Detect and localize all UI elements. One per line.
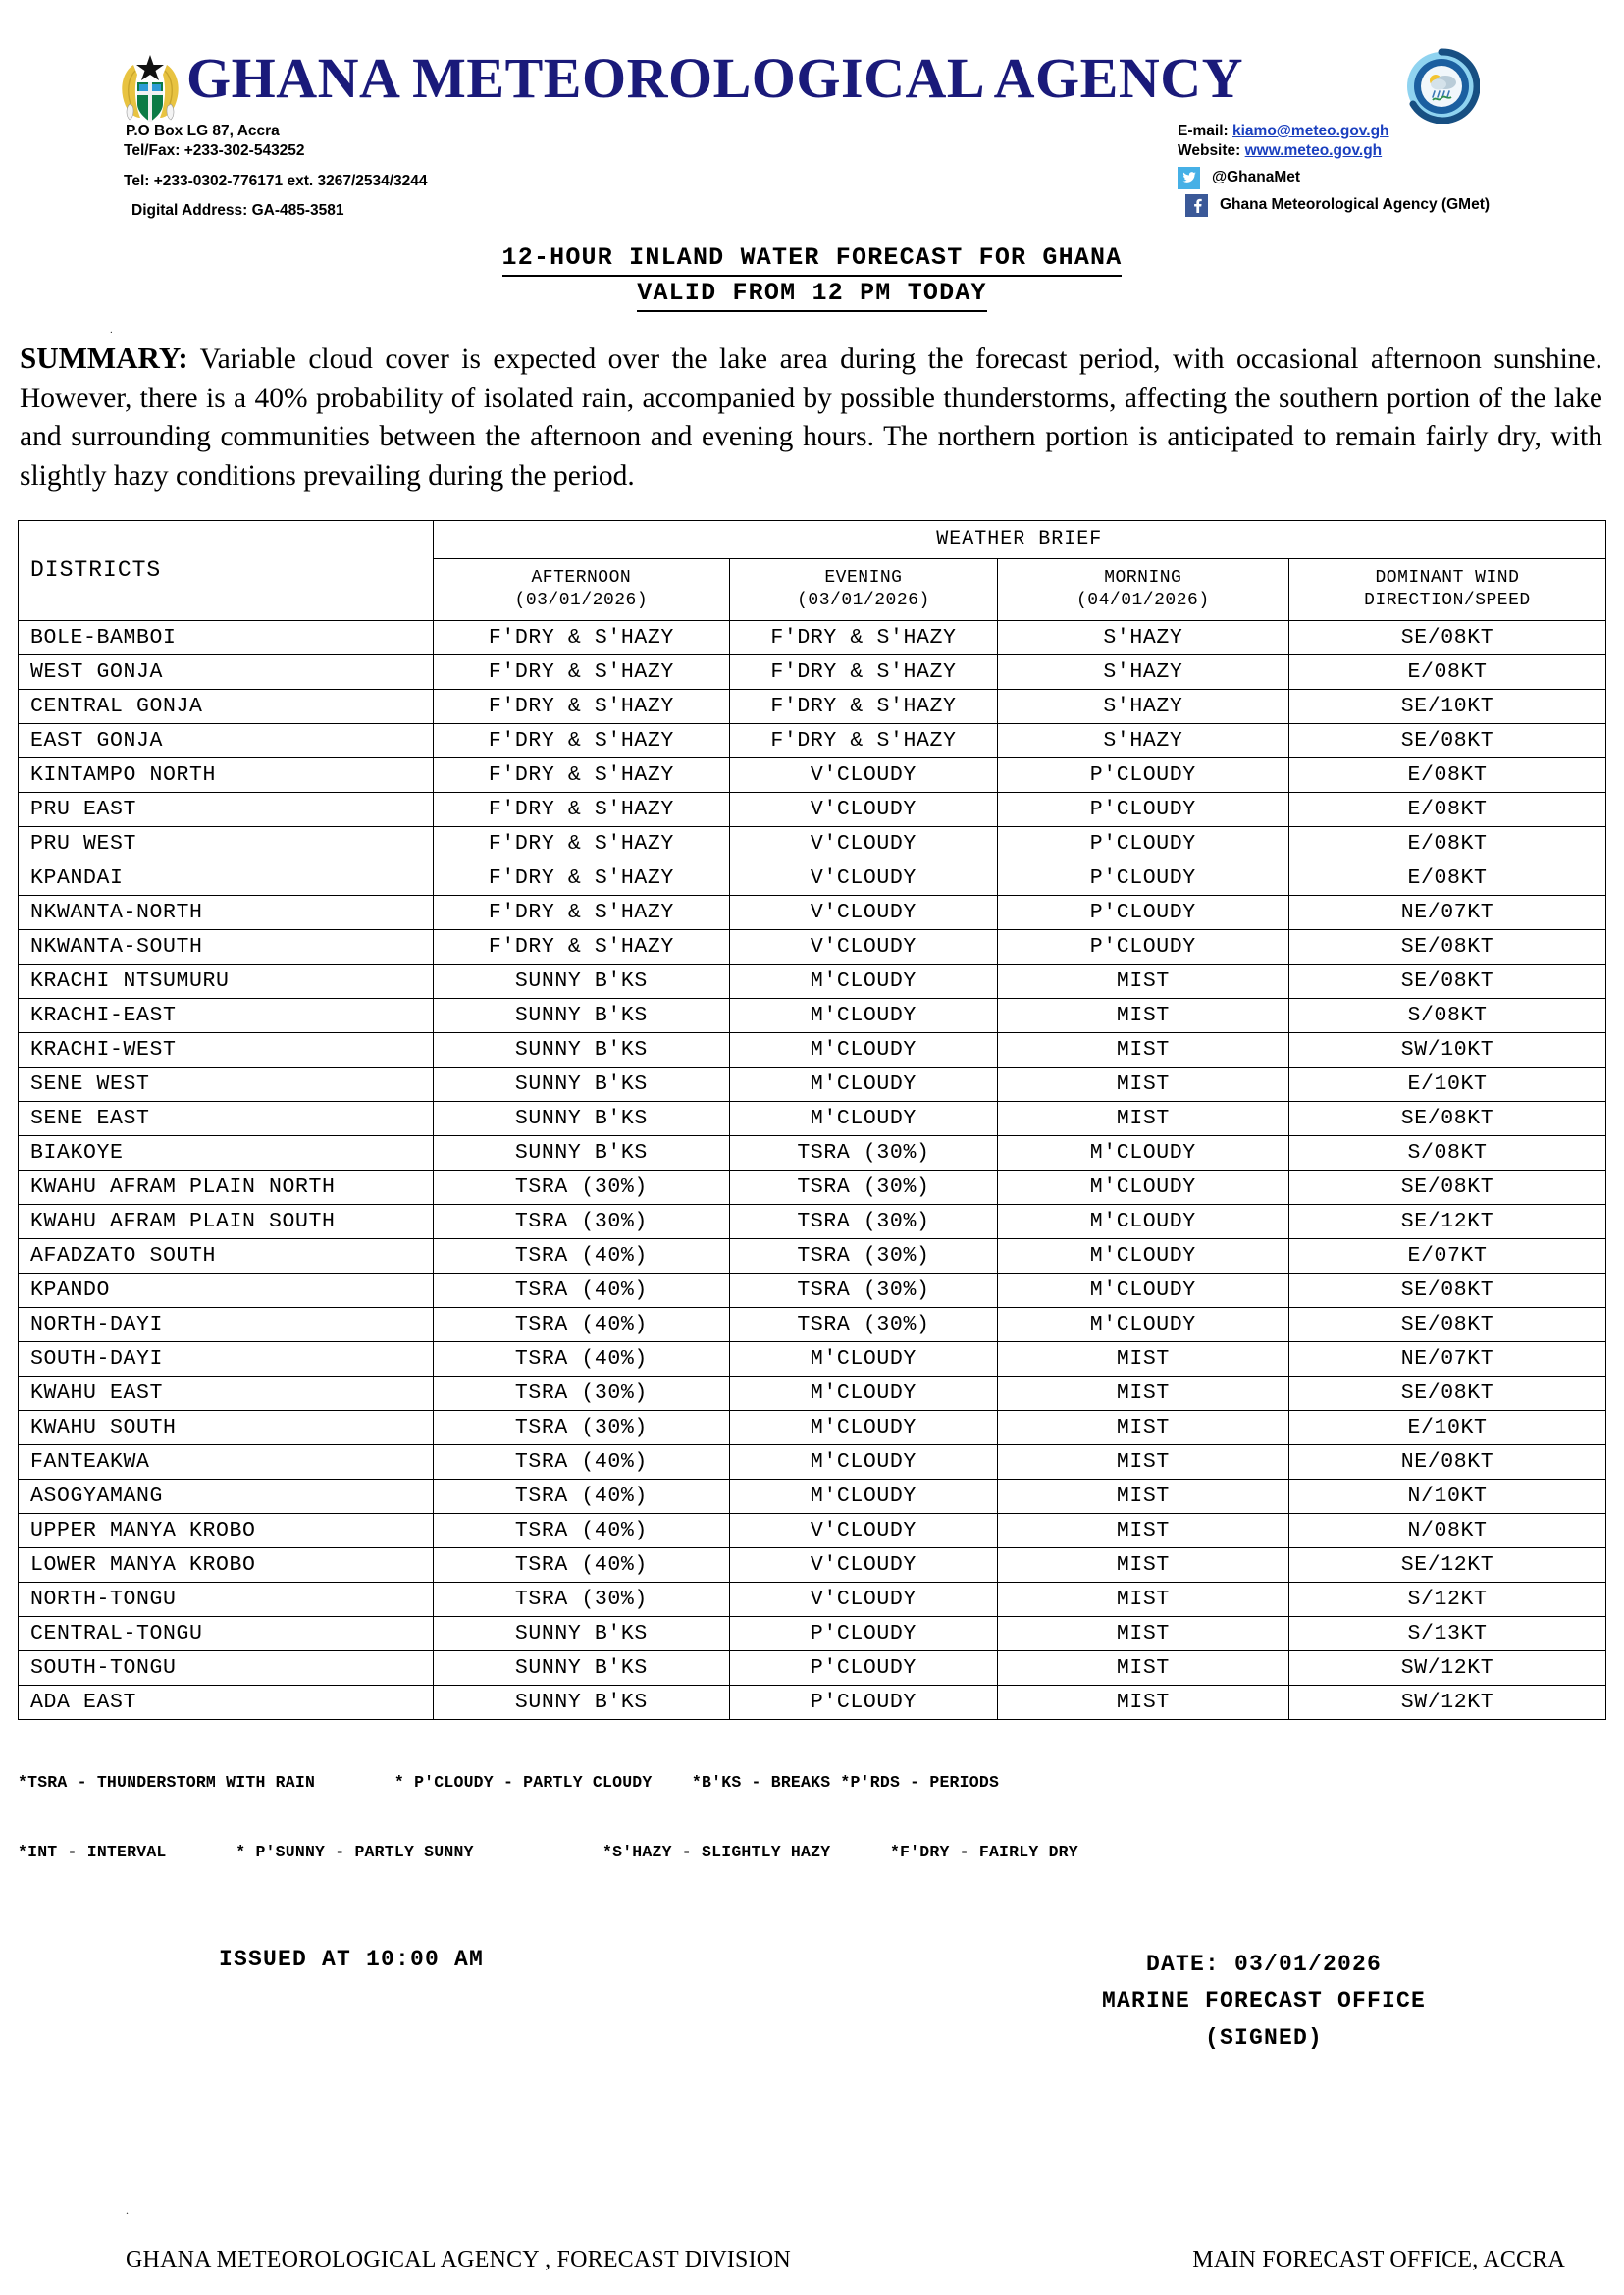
cell-morning: S'HAZY (997, 620, 1288, 654)
cell-district: BIAKOYE (19, 1135, 434, 1170)
cell-district: KWAHU EAST (19, 1376, 434, 1410)
table-row (19, 1067, 1606, 1101)
cell-afternoon: TSRA (40%) (433, 1547, 730, 1582)
cell-morning: MIST (997, 1616, 1288, 1650)
cell-morning: M'CLOUDY (997, 1273, 1288, 1307)
cell-morning: P'CLOUDY (997, 861, 1288, 895)
cell-afternoon: F'DRY & S'HAZY (433, 654, 730, 689)
issued-at-text: ISSUED AT 10:00 AM (219, 1947, 485, 1973)
table-row (19, 998, 1606, 1032)
cell-afternoon: SUNNY B'KS (433, 1616, 730, 1650)
ghana-coat-of-arms-icon (116, 49, 184, 126)
cell-morning: S'HAZY (997, 654, 1288, 689)
gmet-seal-logo-icon (1403, 47, 1480, 124)
cell-evening: V'CLOUDY (730, 1547, 998, 1582)
cell-evening: F'DRY & S'HAZY (730, 620, 998, 654)
organization-title: GHANA METEOROLOGICAL AGENCY (186, 46, 1243, 110)
signature-column (1058, 1947, 1470, 2057)
cell-evening: P'CLOUDY (730, 1685, 998, 1719)
email-line (1178, 122, 1490, 141)
cell-wind: SW/12KT (1288, 1685, 1605, 1719)
cell-morning: MIST (997, 1547, 1288, 1582)
cell-afternoon: TSRA (40%) (433, 1307, 730, 1341)
spacer (124, 190, 428, 201)
cell-morning: MIST (997, 1685, 1288, 1719)
cell-district: AFADZATO SOUTH (19, 1238, 434, 1273)
title-line-1: 12-HOUR INLAND WATER FORECAST FOR GHANA (502, 241, 1123, 277)
contact-details-right (1178, 122, 1490, 217)
cell-wind: SE/08KT (1288, 1376, 1605, 1410)
cell-wind: SW/12KT (1288, 1650, 1605, 1685)
cell-afternoon: F'DRY & S'HAZY (433, 929, 730, 964)
cell-wind: SE/08KT (1288, 620, 1605, 654)
cell-wind: NE/07KT (1288, 895, 1605, 929)
cell-wind: E/08KT (1288, 861, 1605, 895)
cell-morning: P'CLOUDY (997, 792, 1288, 826)
cell-district: SENE WEST (19, 1067, 434, 1101)
cell-morning: MIST (997, 1650, 1288, 1685)
cell-morning: M'CLOUDY (997, 1238, 1288, 1273)
cell-morning: P'CLOUDY (997, 757, 1288, 792)
table-row (19, 1376, 1606, 1410)
cell-district: NKWANTA-NORTH (19, 895, 434, 929)
cell-morning: MIST (997, 1513, 1288, 1547)
cell-district: SOUTH-DAYI (19, 1341, 434, 1376)
table-body (19, 620, 1606, 1719)
email-label: E-mail: (1178, 123, 1229, 139)
column-header-evening (730, 558, 998, 620)
cell-wind: E/07KT (1288, 1238, 1605, 1273)
cell-afternoon: TSRA (30%) (433, 1582, 730, 1616)
table-row (19, 826, 1606, 861)
table-row (19, 1444, 1606, 1479)
evening-date: (03/01/2026) (797, 590, 930, 610)
cell-district: SOUTH-TONGU (19, 1650, 434, 1685)
cell-afternoon: F'DRY & S'HAZY (433, 792, 730, 826)
cell-district: SENE EAST (19, 1101, 434, 1135)
contact-details-left (124, 122, 428, 221)
cell-afternoon: TSRA (40%) (433, 1513, 730, 1547)
cell-evening: V'CLOUDY (730, 861, 998, 895)
legend-line-2: *INT - INTERVAL * P'SUNNY - PARTLY SUNNY *S'HAZY - SLIGHTLY HAZY *F'DRY - FAIRLY DRY (18, 1843, 1078, 1862)
cell-district: KWAHU SOUTH (19, 1410, 434, 1444)
cell-district: BOLE-BAMBOI (19, 620, 434, 654)
stray-mark-bottom: . (126, 2203, 129, 2217)
cell-afternoon: TSRA (30%) (433, 1170, 730, 1204)
cell-wind: NE/07KT (1288, 1341, 1605, 1376)
cell-morning: M'CLOUDY (997, 1135, 1288, 1170)
cell-afternoon: F'DRY & S'HAZY (433, 620, 730, 654)
cell-district: KINTAMPO NORTH (19, 757, 434, 792)
cell-wind: N/08KT (1288, 1513, 1605, 1547)
cell-evening: F'DRY & S'HAZY (730, 654, 998, 689)
cell-afternoon: TSRA (30%) (433, 1376, 730, 1410)
cell-afternoon: SUNNY B'KS (433, 1032, 730, 1067)
cell-afternoon: F'DRY & S'HAZY (433, 826, 730, 861)
cell-district: WEST GONJA (19, 654, 434, 689)
cell-wind: N/10KT (1288, 1479, 1605, 1513)
weather-forecast-table (18, 520, 1606, 1720)
cell-afternoon: SUNNY B'KS (433, 964, 730, 998)
table-row (19, 1135, 1606, 1170)
cell-wind: SE/08KT (1288, 964, 1605, 998)
cell-district: KRACHI NTSUMURU (19, 964, 434, 998)
cell-wind: E/08KT (1288, 757, 1605, 792)
wind-label-line1: DOMINANT WIND (1375, 568, 1520, 589)
signed-marker: (SIGNED) (1204, 2024, 1324, 2051)
cell-wind: E/08KT (1288, 826, 1605, 861)
table-row (19, 1204, 1606, 1238)
cell-wind: SE/10KT (1288, 689, 1605, 723)
cell-afternoon: TSRA (40%) (433, 1238, 730, 1273)
cell-morning: MIST (997, 1067, 1288, 1101)
cell-evening: V'CLOUDY (730, 1513, 998, 1547)
table-row (19, 1101, 1606, 1135)
cell-morning: MIST (997, 1376, 1288, 1410)
cell-afternoon: TSRA (40%) (433, 1444, 730, 1479)
twitter-handle[interactable]: @GhanaMet (1212, 169, 1301, 186)
cell-evening: TSRA (30%) (730, 1238, 998, 1273)
cell-district: EAST GONJA (19, 723, 434, 757)
cell-morning: M'CLOUDY (997, 1204, 1288, 1238)
cell-wind: SE/12KT (1288, 1204, 1605, 1238)
cell-wind: S/08KT (1288, 1135, 1605, 1170)
summary-paragraph (18, 338, 1606, 496)
cell-evening: V'CLOUDY (730, 757, 998, 792)
issue-signature-block (18, 1947, 1606, 2094)
cell-evening: M'CLOUDY (730, 1032, 998, 1067)
cell-wind: SE/08KT (1288, 1273, 1605, 1307)
table-row (19, 1341, 1606, 1376)
digital-address-line: Digital Address: GA-485-3581 (131, 202, 344, 220)
cell-morning: S'HAZY (997, 689, 1288, 723)
facebook-row[interactable] (1185, 194, 1490, 217)
cell-evening: F'DRY & S'HAZY (730, 689, 998, 723)
table-row (19, 1513, 1606, 1547)
table-row (19, 1170, 1606, 1204)
cell-morning: P'CLOUDY (997, 895, 1288, 929)
spacer (124, 161, 428, 172)
cell-evening: V'CLOUDY (730, 1582, 998, 1616)
cell-district: KPANDAI (19, 861, 434, 895)
table-row (19, 1616, 1606, 1650)
cell-evening: M'CLOUDY (730, 1067, 998, 1101)
cell-afternoon: SUNNY B'KS (433, 1650, 730, 1685)
cell-afternoon: SUNNY B'KS (433, 1067, 730, 1101)
cell-afternoon: F'DRY & S'HAZY (433, 861, 730, 895)
summary-label: SUMMARY: (20, 340, 188, 375)
table-row (19, 723, 1606, 757)
cell-evening: M'CLOUDY (730, 1410, 998, 1444)
cell-district: ADA EAST (19, 1685, 434, 1719)
tel-fax-line: Tel/Fax: +233-302-543252 (124, 141, 305, 159)
website-link[interactable]: www.meteo.gov.gh (1244, 141, 1383, 159)
table-row (19, 929, 1606, 964)
cell-district: KWAHU AFRAM PLAIN NORTH (19, 1170, 434, 1204)
cell-wind: E/08KT (1288, 654, 1605, 689)
cell-morning: M'CLOUDY (997, 1170, 1288, 1204)
table-head (19, 520, 1606, 620)
table-row (19, 1032, 1606, 1067)
cell-district: KRACHI-WEST (19, 1032, 434, 1067)
footer-right-text: MAIN FORECAST OFFICE, ACCRA (1192, 2247, 1565, 2272)
po-box-line: P.O Box LG 87, Accra (126, 123, 280, 139)
column-header-dominant-wind (1288, 558, 1605, 620)
legend-line-1: *TSRA - THUNDERSTORM WITH RAIN * P'CLOUDY - PARTLY CLOUDY *B'KS - BREAKS *P'RDS - PERIODS (18, 1772, 1000, 1792)
cell-district: FANTEAKWA (19, 1444, 434, 1479)
cell-wind: SE/08KT (1288, 1307, 1605, 1341)
abbreviation-legend (18, 1724, 1606, 1911)
letterhead (18, 0, 1606, 116)
cell-afternoon: F'DRY & S'HAZY (433, 689, 730, 723)
afternoon-label: AFTERNOON (531, 568, 632, 589)
cell-morning: P'CLOUDY (997, 826, 1288, 861)
cell-district: PRU WEST (19, 826, 434, 861)
afternoon-date: (03/01/2026) (514, 590, 649, 610)
cell-afternoon: TSRA (40%) (433, 1479, 730, 1513)
cell-morning: MIST (997, 1444, 1288, 1479)
cell-evening: TSRA (30%) (730, 1273, 998, 1307)
cell-morning: MIST (997, 998, 1288, 1032)
morning-label: MORNING (1104, 568, 1182, 589)
cell-district: CENTRAL-TONGU (19, 1616, 434, 1650)
footer-left-text: GHANA METEOROLOGICAL AGENCY , FORECAST DIVISION (126, 2247, 791, 2272)
cell-morning: MIST (997, 1341, 1288, 1376)
cell-wind: SE/08KT (1288, 1101, 1605, 1135)
stray-mark: . (110, 324, 113, 336)
cell-wind: S/12KT (1288, 1582, 1605, 1616)
website-label: Website: (1178, 141, 1241, 159)
cell-evening: F'DRY & S'HAZY (730, 723, 998, 757)
cell-morning: P'CLOUDY (997, 929, 1288, 964)
cell-evening: V'CLOUDY (730, 792, 998, 826)
cell-afternoon: SUNNY B'KS (433, 1101, 730, 1135)
cell-afternoon: TSRA (30%) (433, 1410, 730, 1444)
cell-evening: V'CLOUDY (730, 826, 998, 861)
cell-district: PRU EAST (19, 792, 434, 826)
cell-district: KWAHU AFRAM PLAIN SOUTH (19, 1204, 434, 1238)
cell-wind: E/10KT (1288, 1410, 1605, 1444)
summary-text: Variable cloud cover is expected over the lake area during the forecast period, with occasional afternoon sunshine. However, there is a 40% probability of isolated rain, accompanied by possible thunderstorms, affecting the southern portion of the lake and surrounding communities between the afternoon and evening hours. The northern portion is anticipated to remain fairly dry, with slightly hazy conditions prevailing during the period. (20, 343, 1602, 493)
cell-evening: P'CLOUDY (730, 1616, 998, 1650)
cell-wind: SE/08KT (1288, 929, 1605, 964)
cell-district: CENTRAL GONJA (19, 689, 434, 723)
cell-wind: E/08KT (1288, 792, 1605, 826)
cell-evening: M'CLOUDY (730, 1101, 998, 1135)
cell-evening: M'CLOUDY (730, 1444, 998, 1479)
cell-afternoon: F'DRY & S'HAZY (433, 895, 730, 929)
cell-evening: V'CLOUDY (730, 929, 998, 964)
cell-district: LOWER MANYA KROBO (19, 1547, 434, 1582)
cell-evening: TSRA (30%) (730, 1307, 998, 1341)
table-row (19, 1547, 1606, 1582)
title-line-2: VALID FROM 12 PM TODAY (637, 277, 986, 312)
cell-evening: M'CLOUDY (730, 1479, 998, 1513)
wind-label-line2: DIRECTION/SPEED (1364, 590, 1531, 610)
table-row (19, 1582, 1606, 1616)
table-row (19, 620, 1606, 654)
column-header-afternoon (433, 558, 730, 620)
cell-evening: M'CLOUDY (730, 998, 998, 1032)
cell-wind: S/13KT (1288, 1616, 1605, 1650)
table-header-row-1 (19, 520, 1606, 558)
column-header-weather-brief: WEATHER BRIEF (433, 520, 1605, 558)
cell-evening: TSRA (30%) (730, 1204, 998, 1238)
forecast-date: DATE: 03/01/2026 (1145, 1952, 1383, 1978)
cell-morning: MIST (997, 1410, 1288, 1444)
cell-district: KRACHI-EAST (19, 998, 434, 1032)
cell-afternoon: F'DRY & S'HAZY (433, 757, 730, 792)
cell-wind: SW/10KT (1288, 1032, 1605, 1067)
table-row (19, 1479, 1606, 1513)
table-row (19, 895, 1606, 929)
cell-wind: E/10KT (1288, 1067, 1605, 1101)
column-header-districts: DISTRICTS (19, 520, 434, 620)
evening-label: EVENING (824, 568, 903, 589)
table-row (19, 1307, 1606, 1341)
cell-district: ASOGYAMANG (19, 1479, 434, 1513)
cell-district: NORTH-TONGU (19, 1582, 434, 1616)
cell-afternoon: F'DRY & S'HAZY (433, 723, 730, 757)
table-row (19, 1410, 1606, 1444)
cell-afternoon: TSRA (40%) (433, 1273, 730, 1307)
table-row (19, 757, 1606, 792)
table-row (19, 689, 1606, 723)
cell-evening: M'CLOUDY (730, 964, 998, 998)
cell-afternoon: TSRA (30%) (433, 1204, 730, 1238)
cell-afternoon: SUNNY B'KS (433, 1135, 730, 1170)
cell-afternoon: SUNNY B'KS (433, 998, 730, 1032)
cell-district: UPPER MANYA KROBO (19, 1513, 434, 1547)
cell-evening: M'CLOUDY (730, 1341, 998, 1376)
twitter-row[interactable] (1178, 167, 1490, 189)
cell-morning: MIST (997, 1479, 1288, 1513)
website-line (1178, 141, 1490, 161)
cell-morning: MIST (997, 1032, 1288, 1067)
cell-wind: SE/12KT (1288, 1547, 1605, 1582)
morning-date: (04/01/2026) (1076, 590, 1210, 610)
cell-evening: TSRA (30%) (730, 1170, 998, 1204)
table-row (19, 861, 1606, 895)
email-link[interactable]: kiamo@meteo.gov.gh (1232, 123, 1389, 139)
page-footer (0, 2247, 1624, 2273)
cell-district: NORTH-DAYI (19, 1307, 434, 1341)
cell-wind: SE/08KT (1288, 723, 1605, 757)
cell-afternoon: SUNNY B'KS (433, 1685, 730, 1719)
telephone-line: Tel: +233-0302-776171 ext. 3267/2534/3244 (124, 172, 428, 189)
cell-morning: MIST (997, 964, 1288, 998)
contact-block (18, 122, 1606, 228)
cell-morning: MIST (997, 1101, 1288, 1135)
cell-morning: MIST (997, 1582, 1288, 1616)
cell-morning: M'CLOUDY (997, 1307, 1288, 1341)
cell-wind: SE/08KT (1288, 1170, 1605, 1204)
table-row (19, 1238, 1606, 1273)
table-row (19, 1273, 1606, 1307)
cell-morning: S'HAZY (997, 723, 1288, 757)
table-row (19, 792, 1606, 826)
cell-district: NKWANTA-SOUTH (19, 929, 434, 964)
table-row (19, 654, 1606, 689)
table-row (19, 1685, 1606, 1719)
cell-evening: V'CLOUDY (730, 895, 998, 929)
facebook-f-icon (1185, 194, 1208, 217)
cell-wind: NE/08KT (1288, 1444, 1605, 1479)
document-title (18, 241, 1606, 312)
cell-afternoon: TSRA (40%) (433, 1341, 730, 1376)
issuing-office: MARINE FORECAST OFFICE (1101, 1988, 1427, 2014)
cell-evening: TSRA (30%) (730, 1135, 998, 1170)
cell-evening: P'CLOUDY (730, 1650, 998, 1685)
twitter-bird-icon (1178, 167, 1200, 189)
cell-wind: S/08KT (1288, 998, 1605, 1032)
table-row (19, 1650, 1606, 1685)
column-header-morning (997, 558, 1288, 620)
facebook-page-name[interactable]: Ghana Meteorological Agency (GMet) (1220, 196, 1491, 214)
cell-evening: M'CLOUDY (730, 1376, 998, 1410)
table-row (19, 964, 1606, 998)
cell-district: KPANDO (19, 1273, 434, 1307)
